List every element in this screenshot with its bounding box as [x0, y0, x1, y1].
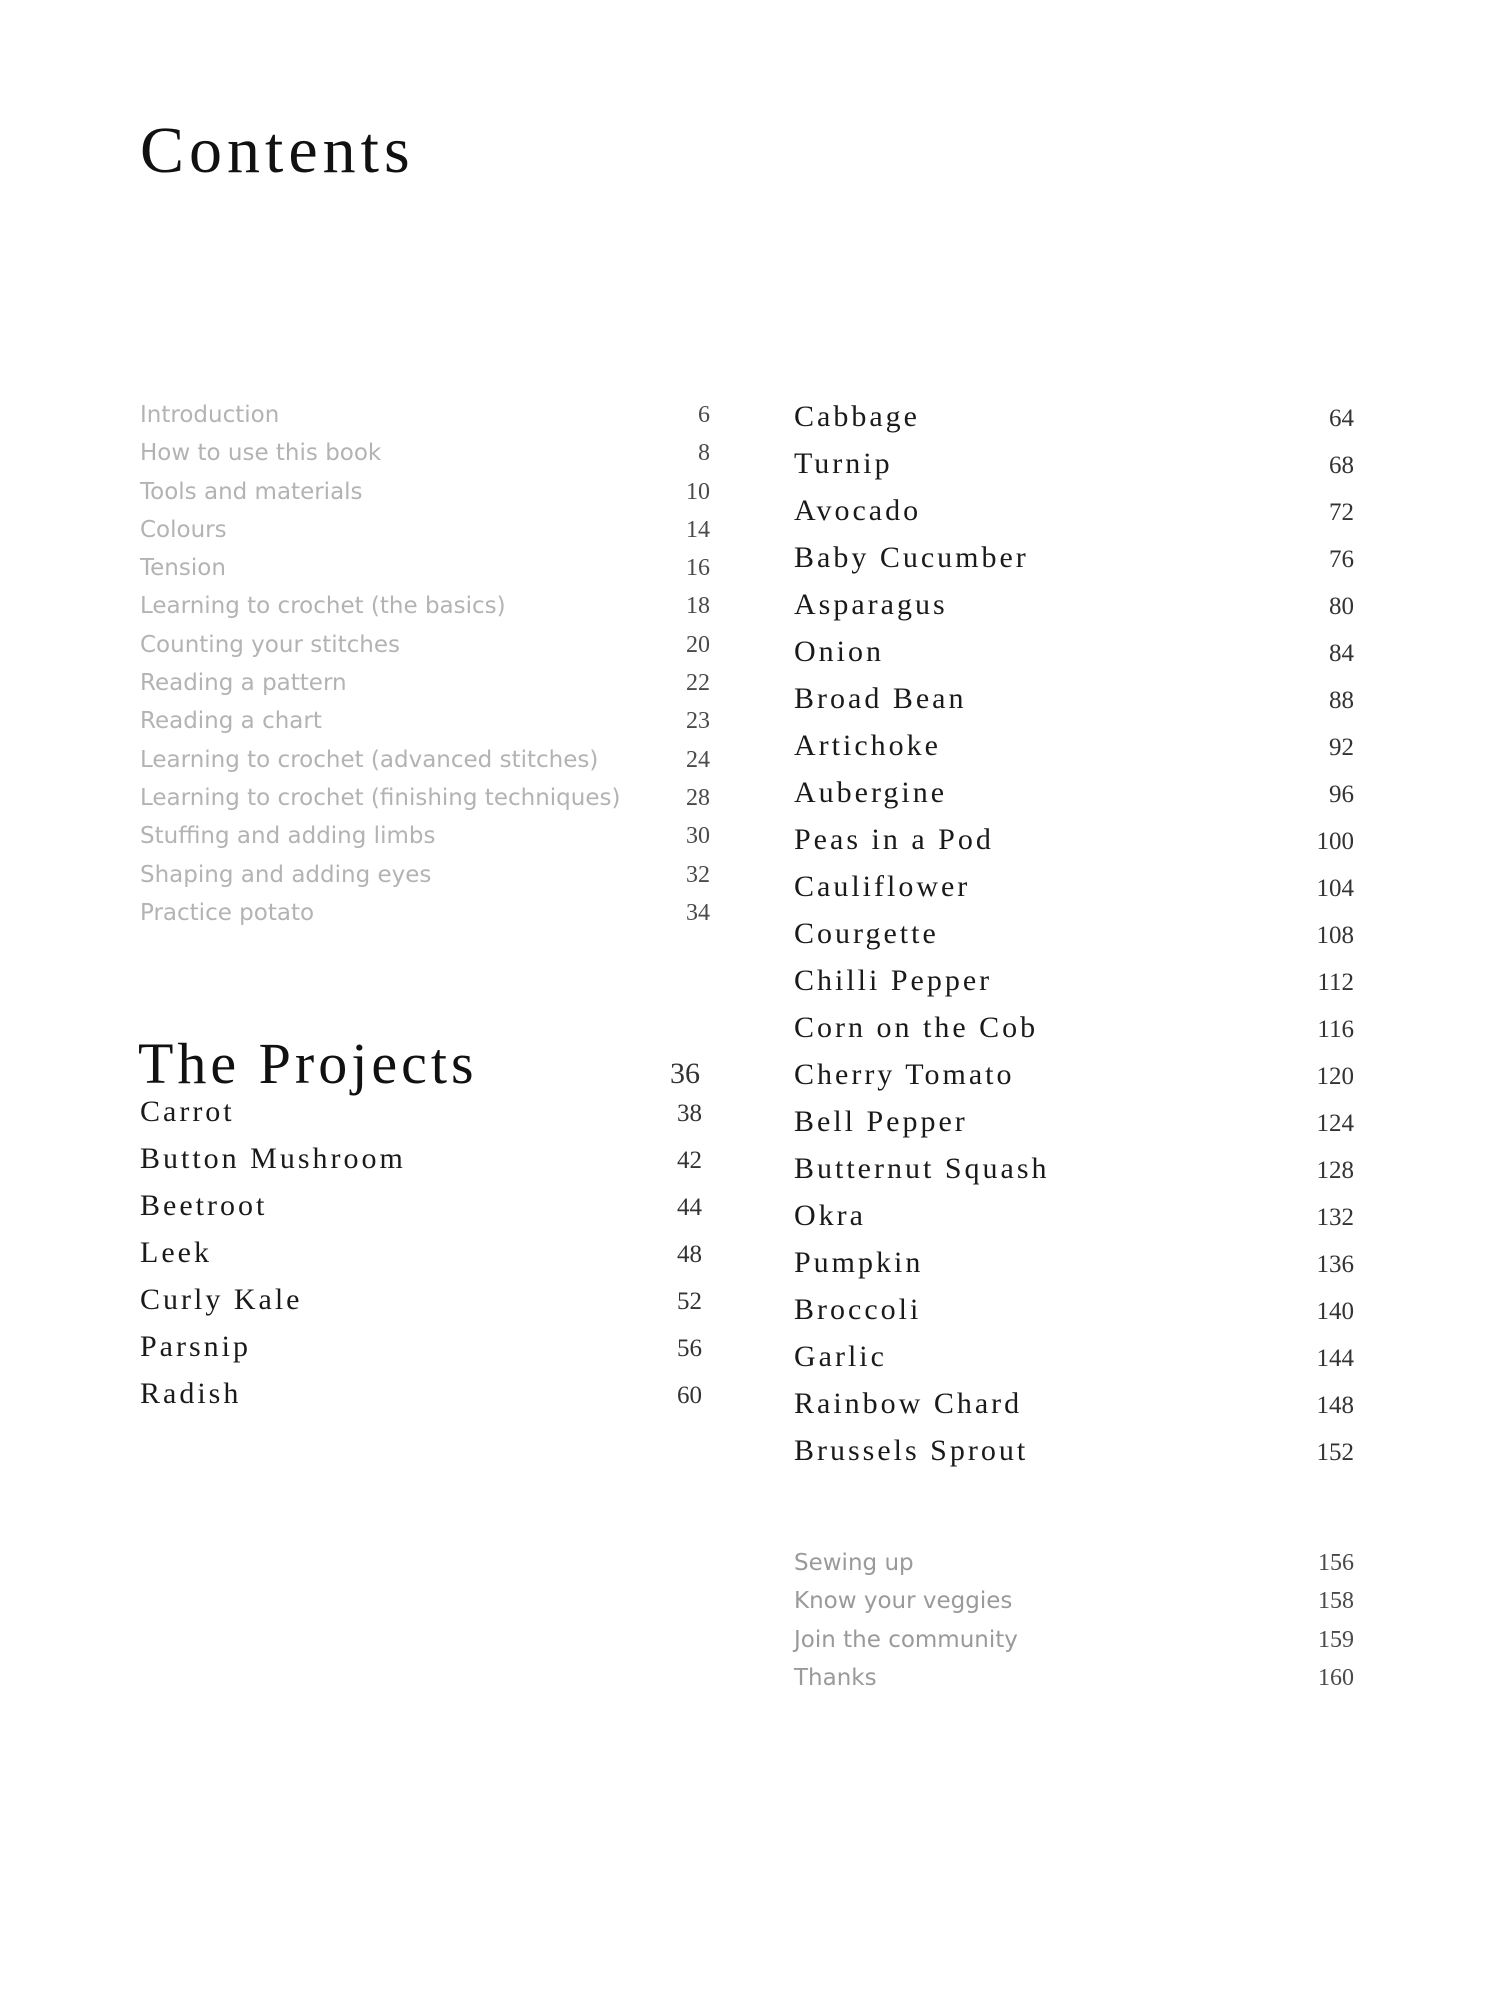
- toc-entry-label: Baby Cucumber: [794, 541, 1029, 574]
- toc-entry-label: Garlic: [794, 1340, 887, 1373]
- toc-entry-label: Know your veggies: [794, 1588, 1013, 1615]
- toc-entry-page-number: 10: [686, 478, 710, 505]
- toc-entry-page-number: 20: [686, 631, 710, 658]
- toc-entry[interactable]: [794, 1011, 1354, 1058]
- toc-entry[interactable]: [794, 1199, 1354, 1246]
- toc-entry[interactable]: [140, 440, 710, 478]
- toc-entry-label: Avocado: [794, 494, 922, 527]
- toc-entry-label: Corn on the Cob: [794, 1011, 1039, 1044]
- toc-entry-label: Brussels Sprout: [794, 1434, 1029, 1467]
- toc-entry-label: Shaping and adding eyes: [140, 861, 432, 888]
- toc-entry-label: Tension: [140, 555, 226, 582]
- toc-entry-label: Bell Pepper: [794, 1105, 968, 1138]
- toc-entry-page-number: 159: [1318, 1626, 1354, 1653]
- projects-list-left: [140, 1095, 702, 1424]
- toc-entry-label: Courgette: [794, 917, 939, 950]
- toc-entry[interactable]: [140, 1236, 702, 1283]
- toc-entry[interactable]: [794, 588, 1354, 635]
- toc-entry-page-number: 140: [1316, 1298, 1354, 1325]
- toc-entry[interactable]: [794, 1387, 1354, 1434]
- toc-entry[interactable]: [794, 1588, 1354, 1626]
- toc-entry-page-number: 116: [1317, 1016, 1354, 1043]
- toc-entry-page-number: 92: [1329, 734, 1354, 761]
- toc-entry[interactable]: [794, 1434, 1354, 1481]
- toc-entry[interactable]: [794, 823, 1354, 870]
- toc-entry-label: How to use this book: [140, 440, 382, 467]
- toc-entry[interactable]: [794, 1627, 1354, 1665]
- toc-entry[interactable]: [794, 400, 1354, 447]
- toc-entry[interactable]: [140, 747, 710, 785]
- toc-entry[interactable]: [794, 447, 1354, 494]
- toc-entry-page-number: 132: [1316, 1204, 1354, 1231]
- toc-entry-page-number: 56: [677, 1335, 702, 1362]
- toc-entry[interactable]: [794, 964, 1354, 1011]
- projects-list-right: [794, 400, 1354, 1481]
- toc-entry[interactable]: [140, 900, 710, 938]
- toc-entry-label: Broccoli: [794, 1293, 922, 1326]
- toc-entry[interactable]: [794, 776, 1354, 823]
- toc-entry-label: Peas in a Pod: [794, 823, 994, 856]
- toc-entry-page-number: 80: [1329, 593, 1354, 620]
- toc-entry-page-number: 60: [677, 1382, 702, 1409]
- toc-entry-page-number: 32: [686, 861, 710, 888]
- toc-entry[interactable]: [140, 670, 710, 708]
- toc-entry-label: Button Mushroom: [140, 1142, 406, 1175]
- toc-entry-page-number: 72: [1329, 499, 1354, 526]
- toc-entry-label: Chilli Pepper: [794, 964, 993, 997]
- projects-heading-page: 36: [670, 1057, 700, 1090]
- toc-entry[interactable]: [140, 1330, 702, 1377]
- toc-entry-label: Butternut Squash: [794, 1152, 1050, 1185]
- toc-entry-label: Learning to crochet (finishing techniques): [140, 784, 621, 811]
- toc-entry-page-number: 108: [1316, 922, 1354, 949]
- toc-entry-page-number: 124: [1316, 1110, 1354, 1137]
- toc-entry[interactable]: [140, 1142, 702, 1189]
- toc-entry-page-number: 48: [677, 1241, 702, 1268]
- toc-entry-page-number: 38: [677, 1100, 702, 1127]
- toc-entry-label: Counting your stitches: [140, 631, 400, 658]
- toc-entry[interactable]: [140, 402, 710, 440]
- toc-entry-label: Join the community: [794, 1626, 1018, 1653]
- toc-entry[interactable]: [140, 1377, 702, 1424]
- toc-entry-label: Learning to crochet (the basics): [140, 593, 506, 620]
- toc-entry-label: Practice potato: [140, 899, 315, 926]
- toc-entry[interactable]: [794, 917, 1354, 964]
- toc-entry[interactable]: [794, 1293, 1354, 1340]
- toc-entry-label: Reading a pattern: [140, 670, 347, 697]
- toc-entry[interactable]: [140, 1189, 702, 1236]
- toc-entry[interactable]: [794, 541, 1354, 588]
- toc-entry-page-number: 160: [1318, 1664, 1354, 1691]
- toc-entry[interactable]: [140, 708, 710, 746]
- toc-entry-page-number: 22: [686, 670, 710, 697]
- toc-entry-page-number: 112: [1317, 969, 1354, 996]
- toc-entry-page-number: 128: [1316, 1157, 1354, 1184]
- toc-entry-label: Curly Kale: [140, 1283, 303, 1316]
- toc-entry-label: Beetroot: [140, 1189, 268, 1222]
- toc-entry[interactable]: [140, 479, 710, 517]
- toc-entry[interactable]: [794, 1105, 1354, 1152]
- toc-entry[interactable]: [140, 555, 710, 593]
- toc-entry-label: Thanks: [794, 1664, 877, 1691]
- toc-entry-page-number: 16: [686, 555, 710, 582]
- toc-entry-page-number: 104: [1316, 875, 1354, 902]
- toc-entry-label: Carrot: [140, 1095, 235, 1128]
- toc-entry[interactable]: [794, 494, 1354, 541]
- projects-heading[interactable]: [138, 1030, 700, 1097]
- toc-entry-label: Introduction: [140, 402, 280, 428]
- toc-entry-page-number: 136: [1316, 1251, 1354, 1278]
- toc-entry-page-number: 152: [1316, 1439, 1354, 1466]
- toc-entry-page-number: 18: [686, 593, 710, 620]
- toc-entry[interactable]: [140, 823, 710, 861]
- toc-entry-label: Turnip: [794, 447, 893, 480]
- toc-entry-page-number: 100: [1316, 828, 1354, 855]
- toc-entry-label: Broad Bean: [794, 682, 967, 715]
- toc-entry-page-number: 156: [1318, 1550, 1354, 1576]
- toc-entry-page-number: 120: [1316, 1063, 1354, 1090]
- toc-entry-page-number: 52: [677, 1288, 702, 1315]
- toc-entry-page-number: 158: [1318, 1588, 1354, 1615]
- toc-entry[interactable]: [140, 862, 710, 900]
- toc-entry-label: Colours: [140, 516, 227, 543]
- toc-entry-label: Pumpkin: [794, 1246, 924, 1279]
- toc-entry-label: Tools and materials: [140, 478, 363, 505]
- toc-entry-page-number: 6: [698, 402, 710, 428]
- toc-entry-page-number: 23: [686, 708, 710, 735]
- toc-entry[interactable]: [794, 870, 1354, 917]
- toc-entry-label: Parsnip: [140, 1330, 251, 1363]
- toc-entry-page-number: 76: [1329, 546, 1354, 573]
- toc-entry[interactable]: [794, 682, 1354, 729]
- toc-entry-page-number: 24: [686, 746, 710, 773]
- toc-entry-page-number: 144: [1316, 1345, 1354, 1372]
- toc-entry[interactable]: [794, 729, 1354, 776]
- toc-entry-page-number: 34: [686, 899, 710, 926]
- toc-entry-label: Sewing up: [794, 1550, 914, 1576]
- toc-entry-label: Rainbow Chard: [794, 1387, 1023, 1420]
- toc-entry-label: Learning to crochet (advanced stitches): [140, 746, 599, 773]
- toc-entry-page-number: 8: [698, 440, 710, 467]
- toc-entry[interactable]: [794, 1246, 1354, 1293]
- page-title: Contents: [140, 114, 415, 187]
- projects-heading-label: The Projects: [138, 1031, 478, 1096]
- front-matter-list: [140, 402, 710, 938]
- toc-entry-label: Leek: [140, 1236, 212, 1269]
- toc-entry[interactable]: [140, 593, 710, 631]
- toc-entry-label: Stuffing and adding limbs: [140, 823, 436, 850]
- toc-entry[interactable]: [794, 1340, 1354, 1387]
- toc-entry-label: Reading a chart: [140, 708, 322, 735]
- toc-entry-page-number: 44: [677, 1194, 702, 1221]
- toc-entry[interactable]: [794, 635, 1354, 682]
- toc-entry[interactable]: [140, 785, 710, 823]
- toc-entry-page-number: 88: [1329, 687, 1354, 714]
- toc-entry[interactable]: [794, 1152, 1354, 1199]
- toc-entry-label: Cabbage: [794, 400, 920, 433]
- toc-entry-label: Okra: [794, 1199, 866, 1232]
- toc-entry[interactable]: [794, 1058, 1354, 1105]
- toc-entry-page-number: 64: [1329, 405, 1354, 432]
- toc-entry-label: Artichoke: [794, 729, 941, 762]
- toc-entry[interactable]: [794, 1665, 1354, 1703]
- toc-entry-label: Asparagus: [794, 588, 948, 621]
- toc-entry[interactable]: [140, 1095, 702, 1142]
- toc-entry-label: Radish: [140, 1377, 242, 1410]
- toc-entry-page-number: 96: [1329, 781, 1354, 808]
- toc-entry[interactable]: [794, 1550, 1354, 1588]
- toc-entry[interactable]: [140, 517, 710, 555]
- toc-entry-page-number: 148: [1316, 1392, 1354, 1419]
- back-matter-list: [794, 1550, 1354, 1703]
- toc-entry-page-number: 30: [686, 823, 710, 850]
- toc-entry-label: Cauliflower: [794, 870, 971, 903]
- toc-entry-page-number: 42: [677, 1147, 702, 1174]
- toc-entry[interactable]: [140, 1283, 702, 1330]
- toc-entry-page-number: 84: [1329, 640, 1354, 667]
- toc-entry-page-number: 14: [686, 516, 710, 543]
- toc-entry-label: Aubergine: [794, 776, 948, 809]
- toc-entry[interactable]: [140, 632, 710, 670]
- toc-entry-label: Cherry Tomato: [794, 1058, 1015, 1091]
- toc-entry-page-number: 68: [1329, 452, 1354, 479]
- toc-entry-page-number: 28: [686, 784, 710, 811]
- toc-entry-label: Onion: [794, 635, 884, 668]
